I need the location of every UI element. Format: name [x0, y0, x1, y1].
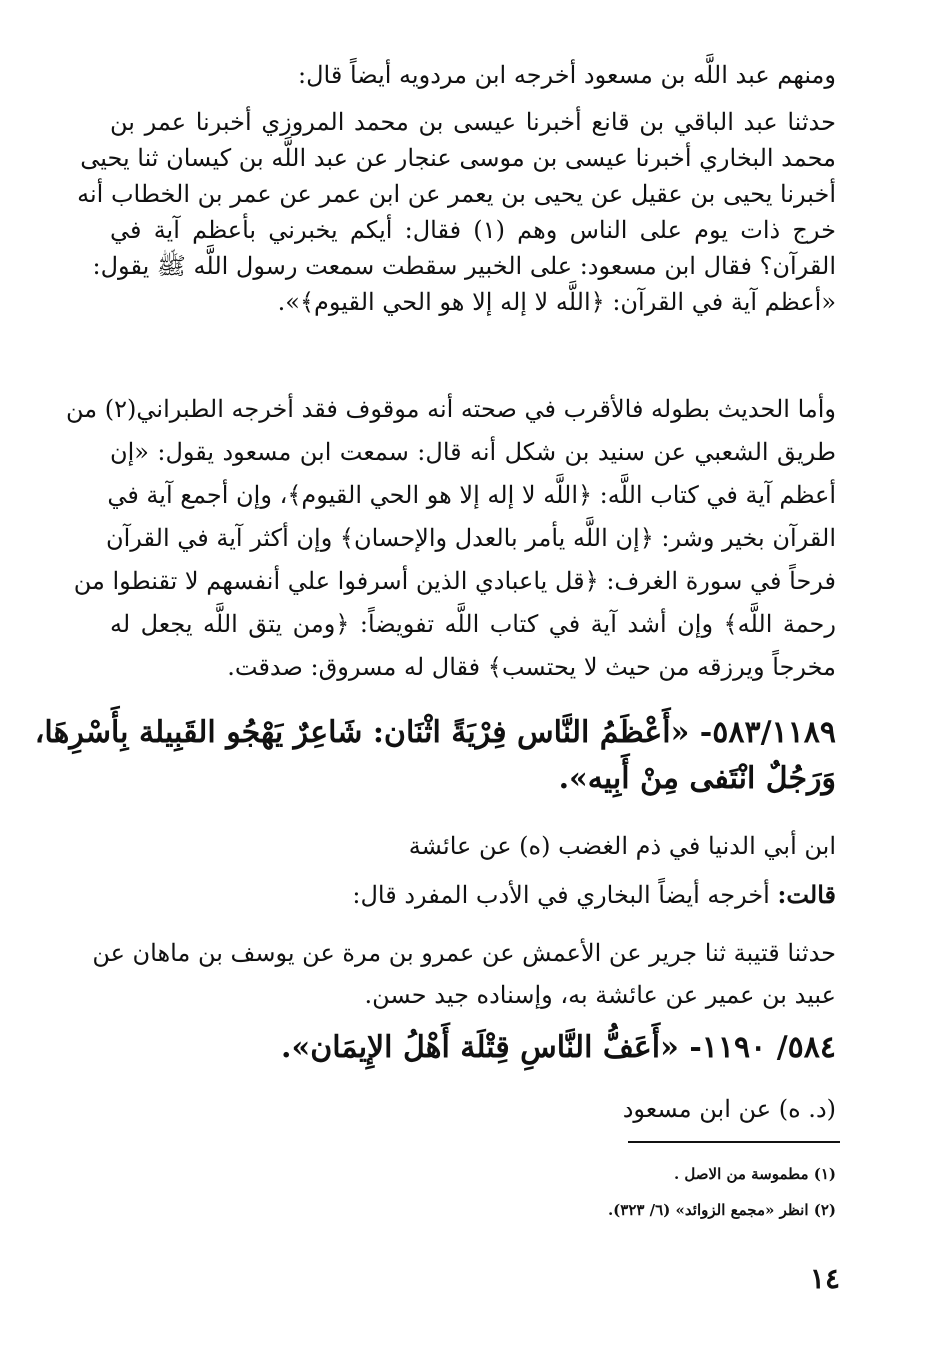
- hadith-isnad-paragraph-2: [92, 932, 836, 1016]
- text-line: «أعظم آية في القرآن: ﴿اللَّه لا إله إلا هو الحي القيوم﴾».: [277, 288, 836, 316]
- text-line: [110, 875, 836, 915]
- text-line: خرج ذات يوم على الناس وهم (١) فقال: أيكم يخبرني بأعظم آية في: [110, 216, 836, 244]
- commentary-paragraph: [66, 388, 836, 689]
- qalat-label: قالت:: [777, 880, 836, 909]
- text-line: حدثنا قتيبة ثنا جرير عن الأعمش عن عمرو بن مرة عن يوسف بن ماهان عن: [92, 939, 836, 967]
- text-line: طريق الشعبي عن سنيد بن شكل أنه قال: سمعت ابن مسعود يقول: «إن: [110, 438, 836, 466]
- footnotes: [110, 1156, 836, 1228]
- takhrij-583: [110, 826, 836, 866]
- text-line: وأما الحديث بطوله فالأقرب في صحته أنه موقوف فقد أخرجه الطبراني(٢) من: [66, 395, 836, 423]
- text-line: أعظم آية في كتاب اللَّه: ﴿اللَّه لا إله إلا هو الحي القيوم﴾، وإن أجمع آية في: [107, 481, 836, 509]
- text-line: القرآن بخير وشر: ﴿إن اللَّه يأمر بالعدل والإحسان﴾ وإن أكثر آية في القرآن: [105, 524, 836, 552]
- page-number: ١٤: [809, 1262, 840, 1295]
- intro-paragraph: [110, 56, 836, 94]
- hadith-584: [110, 1022, 836, 1074]
- hadith-isnad-paragraph: [77, 104, 836, 320]
- footnote: (٢) انظر «مجمع الزوائد» (٦/ ٣٢٣).: [607, 1201, 836, 1219]
- text-line: ومنهم عبد اللَّه بن مسعود أخرجه ابن مردويه أيضاً قال:: [298, 61, 836, 89]
- text-line: محمد البخاري أخبرنا عيسى بن موسى عنجار عن عبد اللَّه بن كيسان ثنا يحيى: [80, 144, 836, 172]
- text-line: أخبرنا يحيى بن عقيل عن يحيى بن يعمر عن ابن عمر عن عمر بن الخطاب أنه: [77, 180, 836, 208]
- hadith-583: [34, 710, 836, 802]
- hadith-text-line: ٥٨٣/١١٨٩- «أَعْظَمُ النَّاس فِرْيَةً اثْنَان: شَاعِرٌ يَهْجُو القَبِيلة بِأَسْرِهَا،: [34, 715, 836, 750]
- footnote: (١) مطموسة من الاصل .: [673, 1165, 836, 1183]
- text-line: ابن أبي الدنيا في ذم الغضب (ه) عن عائشة: [408, 832, 836, 860]
- text-line: القرآن؟ فقال ابن مسعود: على الخبير سقطت سمعت رسول اللَّه ﷺ يقول:: [92, 252, 836, 280]
- text-line: (د. ه) عن ابن مسعود: [622, 1095, 836, 1123]
- hadith-text-line: وَرَجُلٌ انْتَفى مِنْ أَبِيه».: [558, 761, 836, 796]
- text-line: حدثنا عبد الباقي بن قانع أخبرنا عيسى بن محمد المروزي أخبرنا عمر بن: [110, 108, 836, 136]
- text-line: عبيد بن عمير عن عائشة به، وإسناده جيد حسن.: [364, 981, 836, 1009]
- footnote-divider: [628, 1141, 840, 1143]
- text-line: رحمة اللَّه﴾ وإن أشد آية في كتاب اللَّه تفويضاً: ﴿ومن يتق اللَّه يجعل له: [110, 610, 836, 638]
- takhrij-584: [110, 1089, 836, 1129]
- bukhari-paragraph: [110, 875, 836, 915]
- bukhari-text: أخرجه أيضاً البخاري في الأدب المفرد قال:: [352, 881, 778, 909]
- text-line: مخرجاً ويرزقه من حيث لا يحتسب﴾ فقال له مسروق: صدقت.: [227, 653, 836, 681]
- hadith-text-line: ٥٨٤/ ١١٩٠- «أَعَفُّ النَّاسِ قِتْلَة أَهْلُ الإِيمَان».: [281, 1030, 836, 1065]
- text-line: فرحاً في سورة الغرف: ﴿قل ياعبادي الذين أسرفوا علي أنفسهم لا تقنطوا من: [73, 567, 836, 595]
